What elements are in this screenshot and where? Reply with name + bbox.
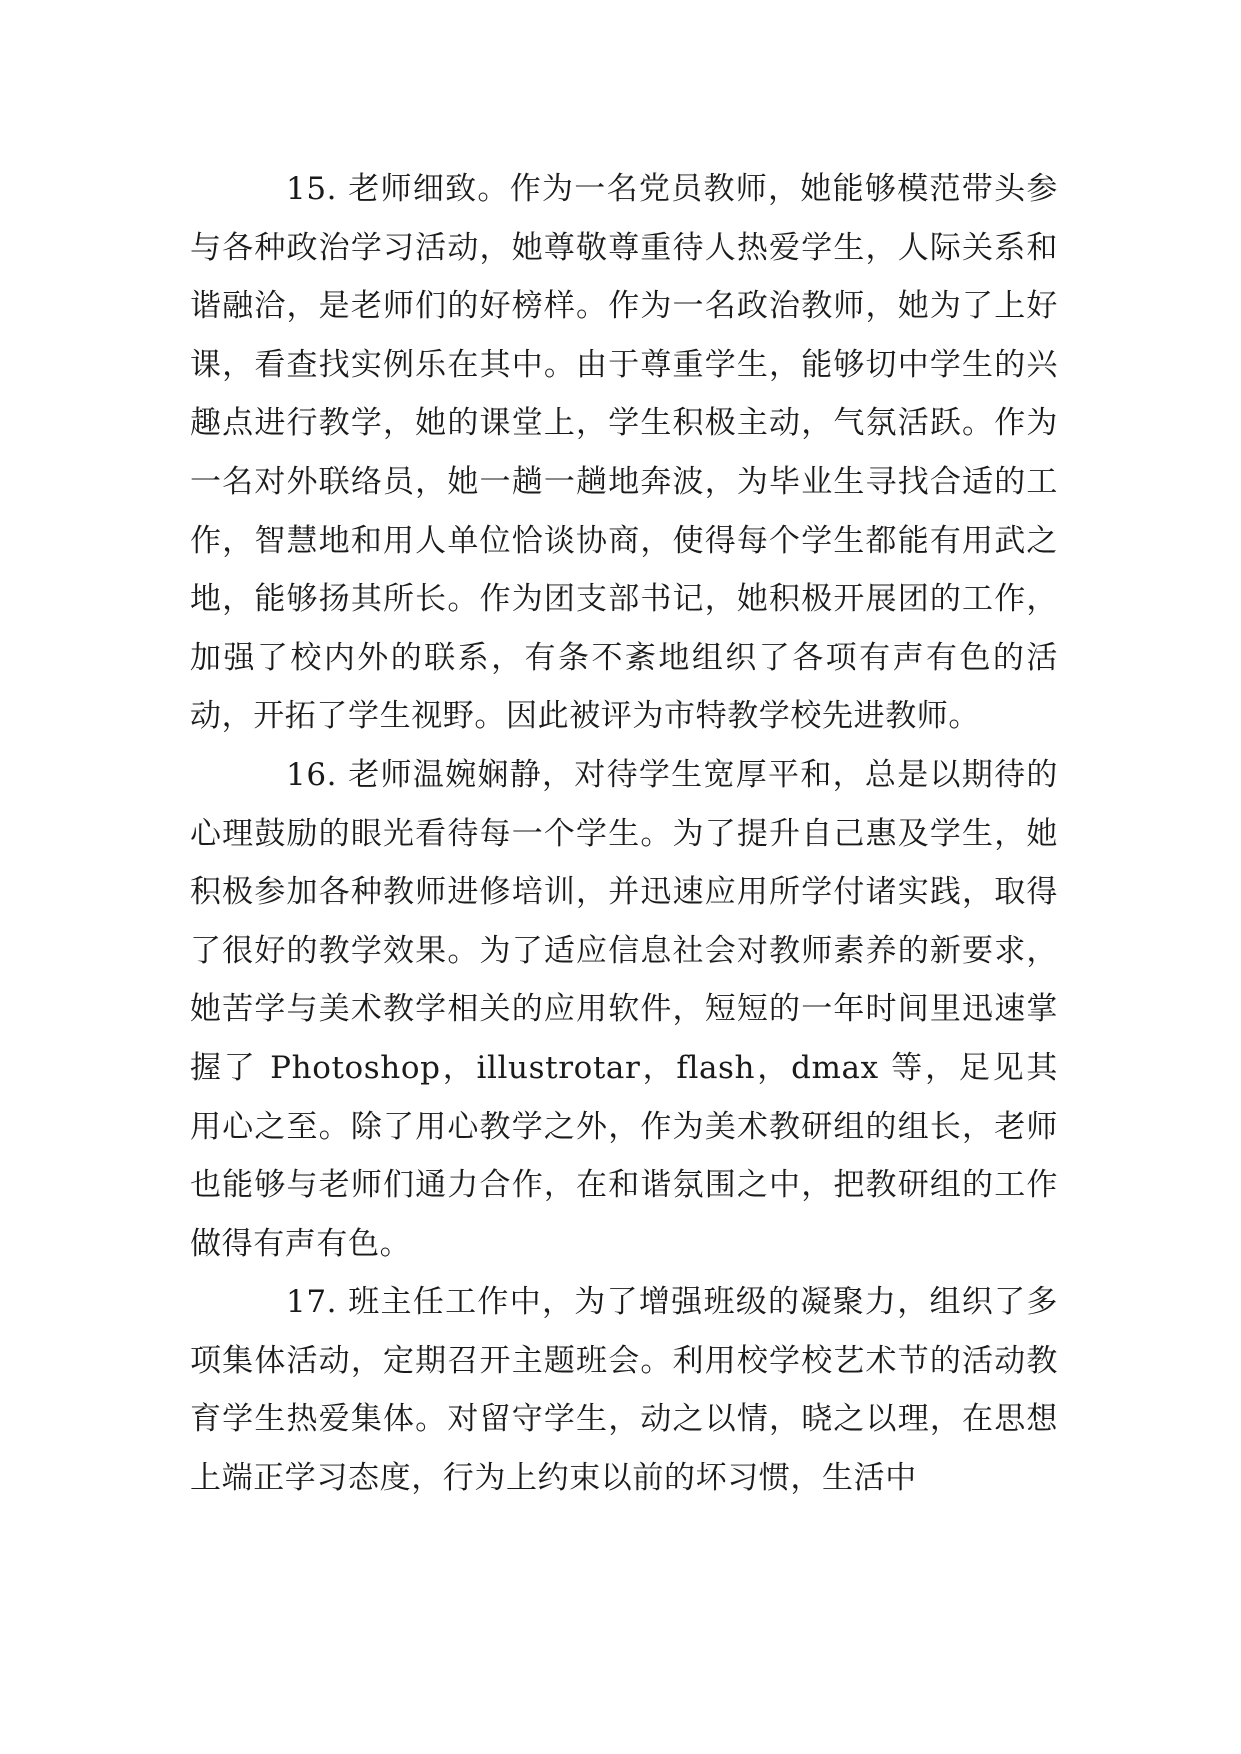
- paragraph-17: 17. 班主任工作中，为了增强班级的凝聚力，组织了多项集体活动，定期召开主题班会。利用校学校艺术节的活动教育学生热爱集体。对留守学生，动之以情，晓之以理，在思想上端正学习态度，行为上约束以前的坏习惯，生活中: [190, 1284, 1058, 1497]
- paragraph-15: 15. 老师细致。作为一名党员教师，她能够模范带头参与各种政治学习活动，她尊敬尊重待人热爱学生，人际关系和谐融洽，是老师们的好榜样。作为一名政治教师，她为了上好课，看查找实例乐在其中。由于尊重学生，能够切中学生的兴趣点进行教学，她的课堂上，学生积极主动，气氛活跃。作为一名对外联络员，她一趟一趟地奔波，为毕业生寻找合适的工作，智慧地和用人单位恰谈协商，使得每个学生都能有用武之地，能够扬其所长。作为团支部书记，她积极开展团的工作，加强了校内外的联系，有条不紊地组织了各项有声有色的活动，开拓了学生视野。因此被评为市特教学校先进教师。: [190, 171, 1058, 735]
- paragraph-16: 16. 老师温婉娴静，对待学生宽厚平和，总是以期待的心理鼓励的眼光看待每一个学生。为了提升自己惠及学生，她积极参加各种教师进修培训，并迅速应用所学付诸实践，取得了很好的教学效果。为了适应信息社会对教师素养的新要求，她苦学与美术教学相关的应用软件，短短的一年时间里迅速掌握了 Photoshop，illustrotar，flash，dmax 等，足见其用心之至。除了用心教学之外，作为美术教研组的组长，老师也能够与老师们通力合作，在和谐氛围之中，把教研组的工作做得有声有色。: [190, 756, 1058, 1262]
- document-body: [190, 160, 1058, 1508]
